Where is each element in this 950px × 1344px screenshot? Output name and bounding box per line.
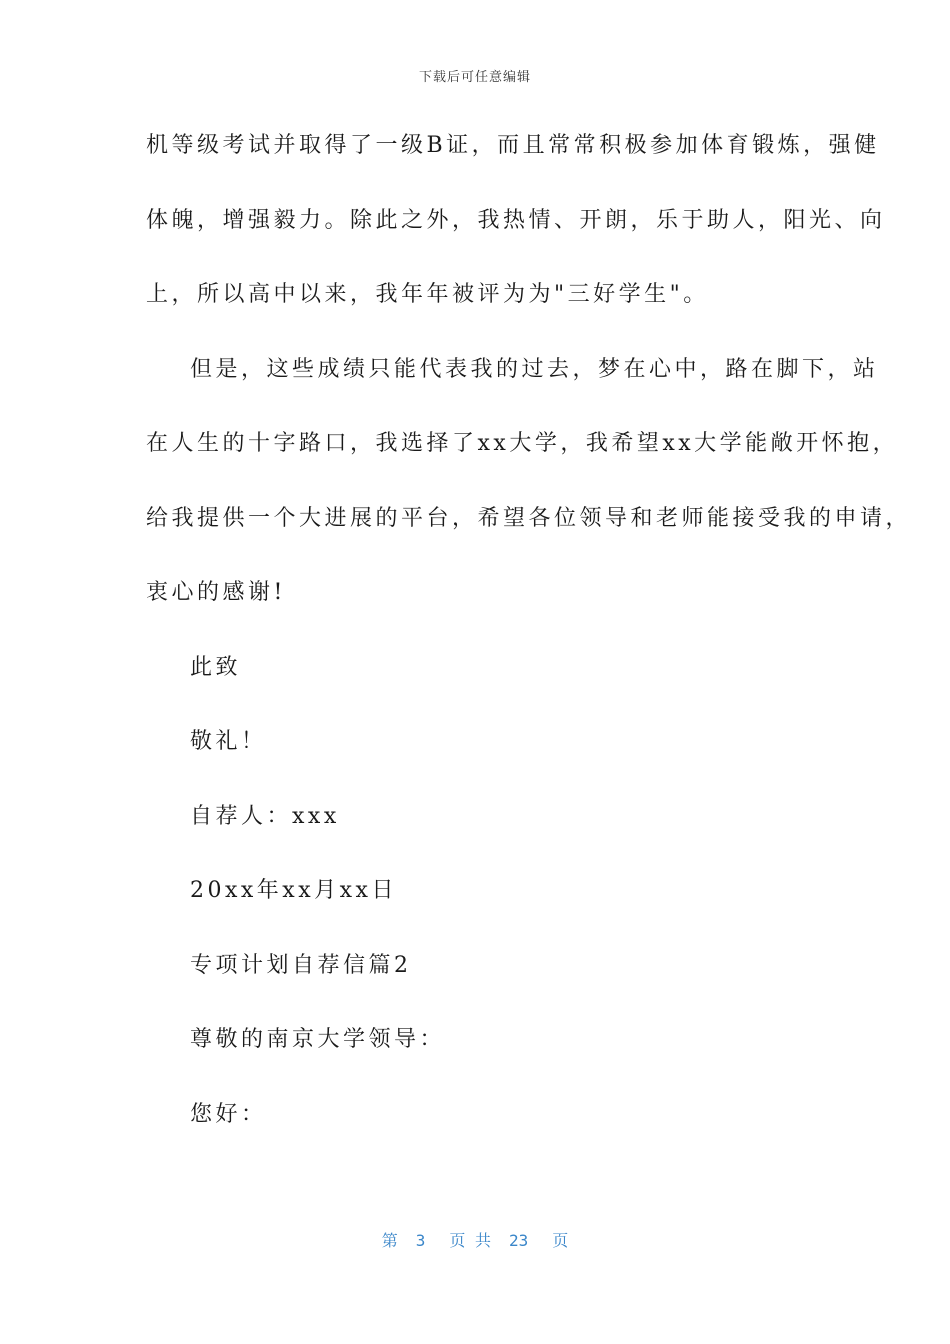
page-number: 3 bbox=[415, 1231, 426, 1250]
date-line: 20xx年xx月xx日 bbox=[190, 878, 397, 903]
footer-suffix: 页 bbox=[552, 1231, 569, 1250]
closing-salutation: 此致 bbox=[190, 654, 242, 680]
paragraph-line: 在人生的十字路口，我选择了xx大学，我希望xx大学能敞开怀抱， bbox=[146, 431, 899, 456]
paragraph-line: 衷心的感谢! bbox=[146, 580, 286, 605]
paragraph-line: 机等级考试并取得了一级B证，而且常常积极参加体育锻炼，强健 bbox=[146, 133, 880, 158]
total-pages: 23 bbox=[509, 1231, 529, 1250]
footer-middle: 页 共 bbox=[449, 1231, 491, 1250]
recipient-greeting: 尊敬的南京大学领导： bbox=[190, 1027, 446, 1052]
page-footer bbox=[0, 1228, 950, 1251]
greeting-line: 您好： bbox=[190, 1101, 267, 1127]
section-title: 专项计划自荐信篇2 bbox=[190, 952, 412, 978]
paragraph-line: 但是，这些成绩只能代表我的过去，梦在心中，路在脚下，站 bbox=[190, 356, 879, 382]
paragraph-line: 给我提供一个大进展的平台，希望各位领导和老师能接受我的申请， bbox=[146, 505, 912, 531]
signature-line: 自荐人：xxx bbox=[190, 803, 340, 829]
footer-prefix: 第 bbox=[381, 1231, 398, 1250]
paragraph-line: 上，所以高中以来，我年年被评为为"三好学生"。 bbox=[146, 282, 709, 307]
document-body bbox=[146, 128, 912, 1171]
header-note: 下载后可任意编辑 bbox=[418, 70, 531, 85]
closing-regards: 敬礼！ bbox=[190, 729, 267, 754]
paragraph-line: 体魄，增强毅力。除此之外，我热情、开朗，乐于助人，阳光、向 bbox=[146, 207, 886, 233]
